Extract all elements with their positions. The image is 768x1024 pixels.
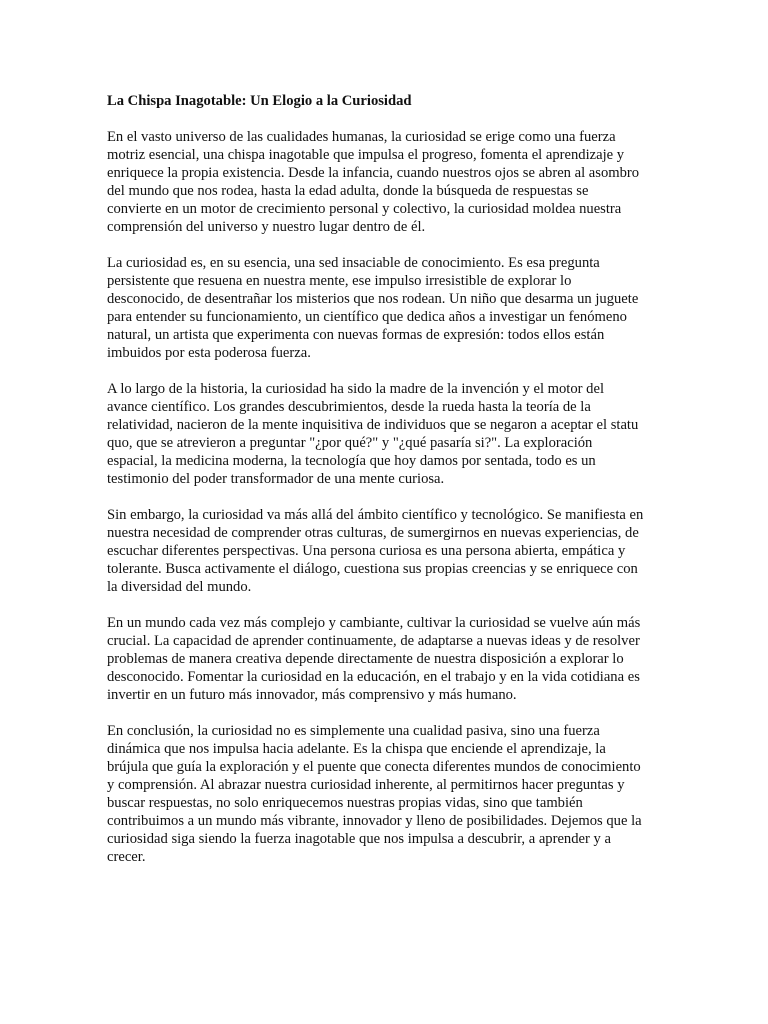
paragraph-3: A lo largo de la historia, la curiosidad ha sido la madre de la invención y el motor del avance científico. Los grandes descubrimientos, desde la rueda hasta la teoría de la relatividad, nacieron de la mente inquisitiva de individuos que se negaron a aceptar el statu quo, que se atrevieron a preguntar "¿por qué?" y "¿qué pasaría si?". La exploración espacial, la medicina moderna, la tecnología que hoy damos por sentada, todo es un testimonio del poder transformador de una mente curiosa.	[107, 381, 639, 487]
paragraph-4: Sin embargo, la curiosidad va más allá del ámbito científico y tecnológico. Se manifiesta en nuestra necesidad de comprender otras culturas, de sumergirnos en nuevas experiencias, de escuchar diferentes perspectivas. Una persona curiosa es una persona abierta, empática y tolerante. Busca activamente el diálogo, cuestiona sus propias creencias y se enriquece con la diversidad del mundo.	[107, 507, 644, 595]
paragraph-2: La curiosidad es, en su esencia, una sed insaciable de conocimiento. Es esa pregunta persistente que resuena en nuestra mente, ese impulso irresistible de explorar lo desconocido, de desentrañar los misterios que nos rodean. Un niño que desarma un juguete para entender su funcionamiento, un científico que dedica años a investigar un fenómeno natural, un artista que experimenta con nuevas formas de expresión: todos ellos están imbuidos por esta poderosa fuerza.	[107, 255, 639, 361]
paragraph-6: En conclusión, la curiosidad no es simplemente una cualidad pasiva, sino una fuerza dinámica que nos impulsa hacia adelante. Es la chispa que enciende el aprendizaje, la brújula que guía la exploración y el puente que conecta diferentes mundos de conocimiento y comprensión. Al abrazar nuestra curiosidad inherente, al permitirnos hacer preguntas y buscar respuestas, no solo enriquecemos nuestras propias vidas, sino que también contribuimos a un mundo más vibrante, innovador y lleno de posibilidades. Dejemos que la curiosidad siga siendo la fuerza inagotable que nos impulsa a descubrir, a aprender y a crecer.	[107, 723, 642, 865]
paragraph-1: En el vasto universo de las cualidades humanas, la curiosidad se erige como una fuerza motriz esencial, una chispa inagotable que impulsa el progreso, fomenta el aprendizaje y enriquece la propia existencia. Desde la infancia, cuando nuestros ojos se abren al asombro del mundo que nos rodea, hasta la edad adulta, donde la búsqueda de respuestas se convierte en un motor de crecimiento personal y colectivo, la curiosidad moldea nuestra comprensión del universo y nuestro lugar dentro de él.	[107, 129, 640, 235]
paragraph-5: En un mundo cada vez más complejo y cambiante, cultivar la curiosidad se vuelve aún más crucial. La capacidad de aprender continuamente, de adaptarse a nuevas ideas y de resolver problemas de manera creativa depende directamente de nuestra disposición a explorar lo desconocido. Fomentar la curiosidad en la educación, en el trabajo y en la vida cotidiana es invertir en un futuro más innovador, más comprensivo y más humano.	[107, 615, 641, 703]
document-page	[107, 92, 663, 884]
document-title: La Chispa Inagotable: Un Elogio a la Curiosidad	[107, 93, 412, 109]
